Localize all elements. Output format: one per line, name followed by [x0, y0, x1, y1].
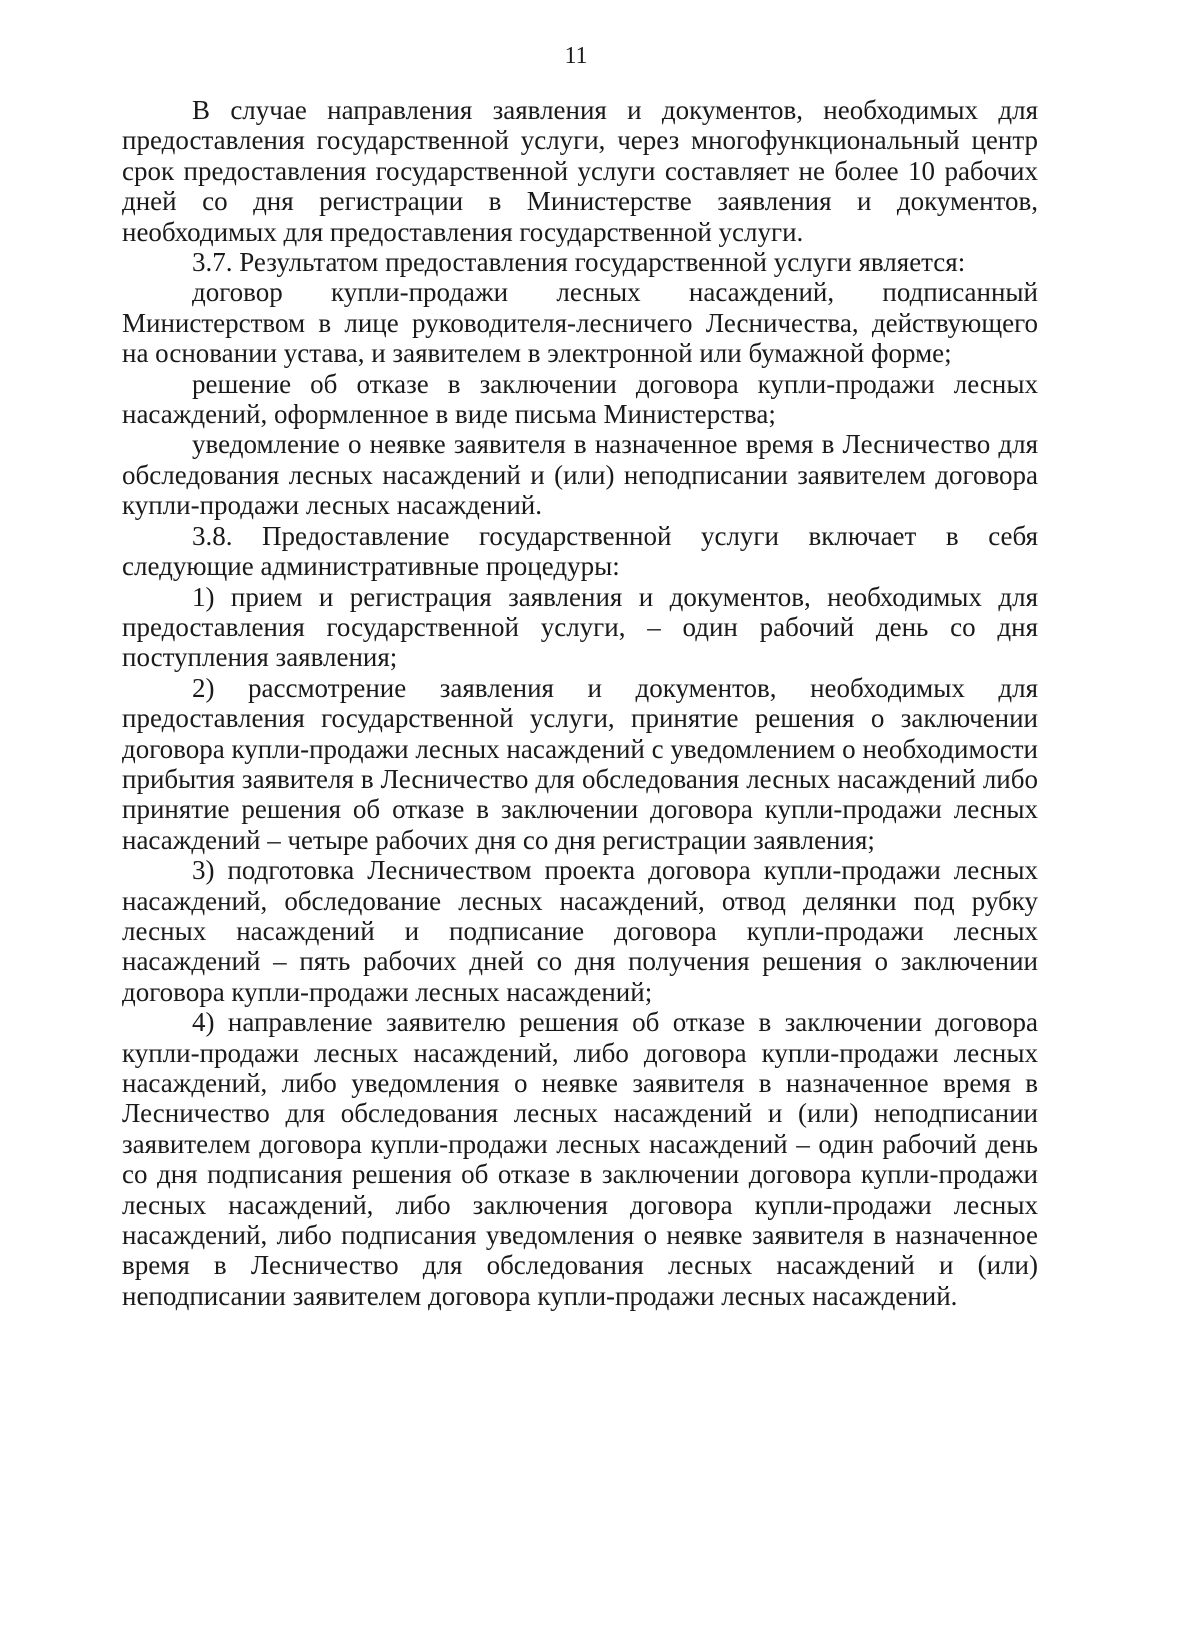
paragraph-3-8-procedures: 3.8. Предоставление государственной услуги включает в себя следующие административные процедуры:: [122, 520, 1038, 582]
paragraph-procedure-2: 2) рассмотрение заявления и документов, необходимых для предоставления государственной услуги, принятие решения о заключении договора купли-продажи лесных насаждений с уведомлением о необходимости прибытия заявителя в Лесничество для обследования лесных насаждений либо принятие решения об отказе в заключении договора купли-продажи лесных насаждений – четыре рабочих дня со дня регистрации заявления;: [122, 672, 1038, 855]
paragraph-procedure-3: 3) подготовка Лесничеством проекта договора купли-продажи лесных насаждений, обследование лесных насаждений, отвод делянки под рубку лесных насаждений и подписание договора купли-продажи лесных насаждений – пять рабочих дней со дня получения решения о заключении договора купли-продажи лесных насаждений;: [122, 855, 1038, 1007]
paragraph-procedure-4: 4) направление заявителю решения об отказе в заключении договора купли-продажи лесных насаждений, либо договора купли-продажи лесных насаждений, либо уведомления о неявке заявителя в назначенное время в Лесничество для обследования лесных насаждений и (или) неподписании заявителем договора купли-продажи лесных насаждений – один рабочий день со дня подписания решения об отказе в заключении договора купли-продажи лесных насаждений, либо заключения договора купли-продажи лесных насаждений, либо подписания уведомления о неявке заявителя в назначенное время в Лесничество для обследования лесных насаждений и (или) неподписании заявителем договора купли-продажи лесных насаждений.: [122, 1007, 1038, 1311]
paragraph-result-contract: договор купли-продажи лесных насаждений, подписанный Министерством в лице руководителя-лесничего Лесничества, действующего на основании устава, и заявителем в электронной или бумажной форме;: [122, 277, 1038, 369]
paragraph-result-refusal: решение об отказе в заключении договора купли-продажи лесных насаждений, оформленное в виде письма Министерства;: [122, 368, 1038, 430]
paragraph-result-notice: уведомление о неявке заявителя в назначенное время в Лесничество для обследования лесных насаждений и (или) неподписании заявителем договора купли-продажи лесных насаждений.: [122, 429, 1038, 521]
paragraph-mfc-deadline: В случае направления заявления и документов, необходимых для предоставления государственной услуги, через многофункциональный центр срок предоставления государственной услуги составляет не более 10 рабочих дней со дня регистрации в Министерстве заявления и документов, необходимых для предоставления государственной услуги.: [122, 95, 1038, 247]
page-number: 11: [564, 43, 588, 69]
paragraph-procedure-1: 1) прием и регистрация заявления и документов, необходимых для предоставления государственной услуги, – один рабочий день со дня поступления заявления;: [122, 581, 1038, 673]
paragraph-3-7-result: 3.7. Результатом предоставления государственной услуги является:: [192, 247, 966, 278]
document-body: [122, 95, 1038, 1311]
